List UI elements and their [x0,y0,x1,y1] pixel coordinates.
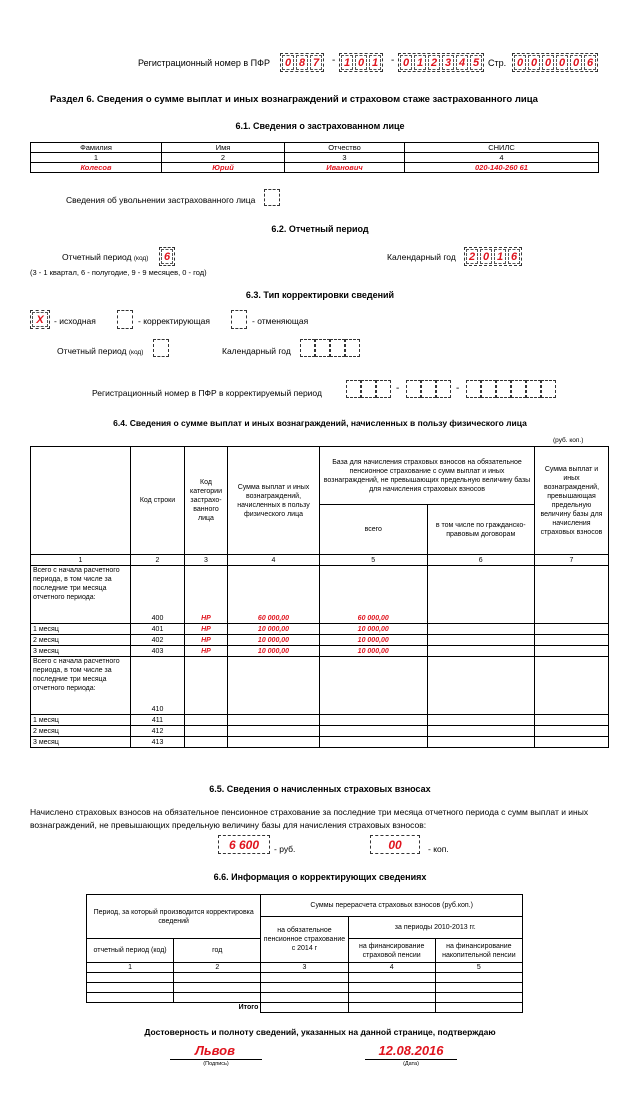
num-2: 2 [162,153,285,163]
civil-cell[interactable] [427,715,535,726]
corr-reg-cell [481,380,496,398]
civil-cell[interactable] [427,737,535,748]
digit-cell: 0 [556,55,568,70]
col-num-4: 4 [228,555,320,566]
code-cell: 400 [131,566,185,624]
period-value[interactable] [159,247,175,266]
total-label: Всего с начала расчетного периода, в том числе за последние три месяца отчетного периода: [31,566,131,624]
category-cell[interactable] [185,726,228,737]
digit-cell: 0 [570,55,582,70]
corrective-checkbox[interactable] [117,310,133,329]
table-row [87,993,523,1003]
corr-col-3: 3 [261,963,348,973]
reg-number-label: Регистрационный номер в ПФР [138,58,270,68]
corr-reg-label: Регистрационный номер в ПФР в корректируемый период [92,388,322,398]
col-num-1: 1 [31,555,131,566]
col-num-3: 3 [185,555,228,566]
rub-value[interactable]: 6 600 [218,835,270,854]
digit-cell: 1 [494,249,506,264]
digit-cell: 1 [369,55,381,70]
page-label: Стр. [488,58,507,68]
table-row [87,973,523,983]
date-caption: (Дата) [403,1061,419,1067]
corr-cell[interactable] [261,993,348,1003]
corr-cell[interactable] [348,993,435,1003]
reg-number-part3[interactable] [398,53,484,72]
digit-cell: 0 [542,55,554,70]
h-label-col [31,447,131,555]
value-patronymic[interactable]: Иванович [285,163,405,173]
corr-year-cell [345,339,360,357]
value-name[interactable]: Юрий [162,163,285,173]
corr-reg-dash-2: - [456,383,460,394]
totals-row [87,1003,523,1013]
base-cell[interactable] [320,657,428,715]
corr-cell[interactable] [348,973,435,983]
corr-reg-cell [541,380,556,398]
corr-reg-cell [526,380,541,398]
corr-reg-cell [496,380,511,398]
corr-reg-cell [436,380,451,398]
table-row-413 [31,737,609,748]
corr-cell[interactable] [87,983,174,993]
period-code-label: (код) [133,255,149,262]
date[interactable]: 12.08.2016 [378,1043,444,1058]
page-number[interactable] [512,53,598,72]
digit-cell: 0 [514,55,526,70]
corr-year-cell [300,339,315,357]
cancel-checkbox[interactable] [231,310,247,329]
original-label: - исходная [54,316,96,326]
excess-cell[interactable] [535,737,609,748]
category-cell[interactable] [185,657,228,715]
confirm-text: Достоверность и полноту сведений, указанных на данной странице, подтверждаю [144,1027,496,1037]
h-corr-insur: на финансирование страховой пенсии [348,939,435,963]
reg-dash-2: - [391,55,395,66]
kop-label: - коп. [428,844,449,854]
corr-period-code-label: (код) [128,349,144,356]
month-label: 1 месяц [31,715,131,726]
excess-cell[interactable] [535,624,609,635]
h-corr-2014: на обязательное пенсионное страхование с 2014 г [261,917,348,963]
digit-cell: 6 [584,55,596,70]
base-cell[interactable]: 60 000,00 [320,566,428,624]
table-row-400 [31,566,609,624]
s64-title: 6.4. Сведения о сумме выплат и иных вознаграждений, начисленных в пользу физического лица [113,418,527,428]
reg-number-part1[interactable] [280,53,324,72]
h-category: Код категории застрахо-ванного лица [185,447,228,555]
corr-cell[interactable] [87,973,174,983]
corr-reg-cell [511,380,526,398]
h-corr-rep: отчетный период (код) [87,939,174,963]
code-cell: 401 [131,624,185,635]
corr-period-label [57,346,143,356]
base-cell[interactable]: 10 000,00 [320,635,428,646]
corr-total-cell[interactable] [261,1003,348,1013]
base-cell[interactable]: 10 000,00 [320,646,428,657]
signature-line [170,1059,262,1060]
value-surname[interactable]: Колесов [31,163,162,173]
corrective-label: - корректирующая [138,316,210,326]
code-cell: 403 [131,646,185,657]
base-cell[interactable] [320,726,428,737]
month-label: 1 месяц [31,624,131,635]
excess-cell[interactable] [535,646,609,657]
s61-title: 6.1. Сведения о застрахованном лице [235,121,405,131]
corr-reg-cell [361,380,376,398]
header-surname: Фамилия [31,143,162,153]
table-row-401 [31,624,609,635]
s62-title: 6.2. Отчетный период [271,224,369,234]
month-label: 3 месяц [31,737,131,748]
s63-title: 6.3. Тип корректировки сведений [245,290,395,300]
payments-table [30,446,609,748]
h-corr-period: Период, за который производится корректировка сведений [87,895,261,939]
digit-cell: 3 [442,55,454,70]
civil-cell[interactable] [427,657,535,715]
corr-col-1: 1 [87,963,174,973]
total-label: Всего с начала расчетного периода, в том числе за последние три месяца отчетного периода: [31,657,131,715]
corr-cell[interactable] [174,983,261,993]
category-cell[interactable]: НР [185,635,228,646]
digit-cell: 0 [355,55,367,70]
excess-cell[interactable] [535,726,609,737]
corr-col-2: 2 [174,963,261,973]
col-num-2: 2 [131,555,185,566]
table-row-412 [31,726,609,737]
corr-cell[interactable] [435,983,522,993]
sum-cell[interactable] [228,657,320,715]
digit-cell: 5 [470,55,482,70]
num-1: 1 [31,153,162,163]
table-row-411 [31,715,609,726]
sum-cell[interactable] [228,737,320,748]
digit-cell: 8 [296,55,308,70]
corr-cell[interactable] [87,993,174,1003]
digit-cell: 7 [310,55,322,70]
header-patronymic: Отчество [285,143,405,153]
h-base: База для начисления страховых взносов на обязательное пенсионное страхование с сумм выплат и иных вознаграждений, не превышающих предельную величину базы для начисления страховых взносов [320,447,535,505]
h-civil: в том числе по гражданско-правовым договорам [427,505,535,555]
digit-cell: 2 [466,249,478,264]
value-snils[interactable]: 020-140-260 61 [405,163,599,173]
corr-reg-part3[interactable] [466,380,556,398]
h-corr-year: год [174,939,261,963]
corr-cell[interactable] [174,973,261,983]
civil-cell[interactable] [427,635,535,646]
section-title: Раздел 6. Сведения о сумме выплат и иных вознаграждений и страховом стаже застрахованного лица [50,94,538,105]
year-label: Календарный год [387,252,456,262]
corr-reg-dash-1: - [396,383,400,394]
civil-cell[interactable] [427,646,535,657]
reg-number-part2[interactable] [339,53,383,72]
period-note: (3 - 1 квартал, 6 - полугодие, 9 - 9 месяцев, 0 - год) [30,268,207,277]
corr-period-box[interactable] [153,339,169,357]
reg-dash-1: - [332,55,336,66]
corrections-table [86,894,523,1013]
digit-cell: 0 [480,249,492,264]
category-cell[interactable]: НР [185,646,228,657]
sum-cell[interactable]: 10 000,00 [228,635,320,646]
base-cell[interactable] [320,715,428,726]
base-cell[interactable] [320,737,428,748]
code-cell: 411 [131,715,185,726]
excess-cell[interactable] [535,657,609,715]
cancel-label: - отменяющая [252,316,309,326]
sum-cell[interactable] [228,726,320,737]
sum-cell[interactable]: 10 000,00 [228,624,320,635]
table-row-402 [31,635,609,646]
corr-cell[interactable] [435,973,522,983]
corr-cell[interactable] [435,993,522,1003]
excess-cell[interactable] [535,715,609,726]
digit-cell: 2 [428,55,440,70]
corr-col-5: 5 [435,963,522,973]
base-cell[interactable]: 10 000,00 [320,624,428,635]
civil-cell[interactable] [427,726,535,737]
period-label [62,252,148,262]
month-label: 2 месяц [31,726,131,737]
num-3: 3 [285,153,405,163]
header-name: Имя [162,143,285,153]
digit-cell: 0 [282,55,294,70]
code-cell: 412 [131,726,185,737]
corr-year-box[interactable] [300,339,360,357]
excess-cell[interactable] [535,566,609,624]
sum-cell[interactable]: 10 000,00 [228,646,320,657]
corr-total-cell[interactable] [435,1003,522,1013]
digit-cell: 4 [456,55,468,70]
signature-caption: (Подпись) [203,1061,229,1067]
month-label: 3 месяц [31,646,131,657]
s65-text: Начислено страховых взносов на обязательное пенсионное страхование за последние три месяца отчетного периода с сумм выплат и иных вознаграждений, не превышающих предельную величину базы для начисления страховых взносов: [30,807,589,830]
insured-person-table [30,142,599,173]
kop-value[interactable]: 00 [370,835,420,854]
corr-year-label: Календарный год [222,346,291,356]
original-checkbox[interactable] [30,310,50,329]
corr-cell[interactable] [348,983,435,993]
category-cell[interactable] [185,715,228,726]
s66-title: 6.6. Информация о корректирующих сведениях [213,872,427,882]
corr-reg-cell [346,380,361,398]
corr-cell[interactable] [174,993,261,1003]
month-label: 2 месяц [31,635,131,646]
table-row [87,983,523,993]
h-total: всего [320,505,428,555]
corr-reg-cell [376,380,391,398]
h-corr-accum: на финансирование накопительной пенсии [435,939,522,963]
corr-col-4: 4 [348,963,435,973]
h-corr-sums: Суммы перерасчета страховых взносов (руб.коп.) [261,895,523,917]
col-num-6: 6 [427,555,535,566]
s65-title: 6.5. Сведения о начисленных страховых взносах [209,784,431,794]
category-cell[interactable]: НР [185,624,228,635]
table-row-410 [31,657,609,715]
corr-year-cell [330,339,345,357]
sum-cell[interactable]: 60 000,00 [228,566,320,624]
corr-year-cell [315,339,330,357]
digit-cell: 1 [341,55,353,70]
rub-label: - руб. [274,844,296,854]
table-row-403 [31,646,609,657]
corr-reg-part2[interactable] [406,380,451,398]
excess-cell[interactable] [535,635,609,646]
corr-period-label-text: Отчетный период [57,346,127,356]
year-value[interactable] [464,247,522,266]
corr-reg-cell [421,380,436,398]
code-cell: 410 [131,657,185,715]
s64-unit: (руб. коп.) [553,437,584,444]
code-cell: 413 [131,737,185,748]
h-excess: Сумма выплат и иных вознаграждений, превышающая предельную величину базы для начисления страховых взносов [535,447,609,555]
digit-cell: 1 [414,55,426,70]
corr-reg-cell [406,380,421,398]
num-4: 4 [405,153,599,163]
dismissal-label: Сведения об увольнении застрахованного лица [66,195,256,205]
h-corr-2010: за периоды 2010-2013 гг. [348,917,522,939]
sum-cell[interactable] [228,715,320,726]
corr-cell[interactable] [261,983,348,993]
corr-total-cell[interactable] [348,1003,435,1013]
digit-cell: 0 [400,55,412,70]
header-snils: СНИЛС [405,143,599,153]
signature[interactable]: Львов [195,1043,235,1058]
col-num-5: 5 [320,555,428,566]
h-sum: Сумма выплат и иных вознаграждений, начисленных в пользу физического лица [228,447,320,555]
period-digit: 6 [161,249,173,264]
category-cell[interactable] [185,737,228,748]
corr-total-label: Итого [87,1003,261,1013]
period-label-text: Отчетный период [62,252,132,262]
col-num-7: 7 [535,555,609,566]
original-mark: X [32,312,48,327]
corr-reg-cell [466,380,481,398]
civil-cell[interactable] [427,624,535,635]
date-line [365,1059,457,1060]
digit-cell: 0 [528,55,540,70]
h-code: Код строки [131,447,185,555]
dismissal-checkbox[interactable] [264,189,280,206]
code-cell: 402 [131,635,185,646]
category-cell[interactable]: НР [185,566,228,624]
corr-reg-part1[interactable] [346,380,391,398]
corr-cell[interactable] [261,973,348,983]
civil-cell[interactable] [427,566,535,624]
digit-cell: 6 [508,249,520,264]
